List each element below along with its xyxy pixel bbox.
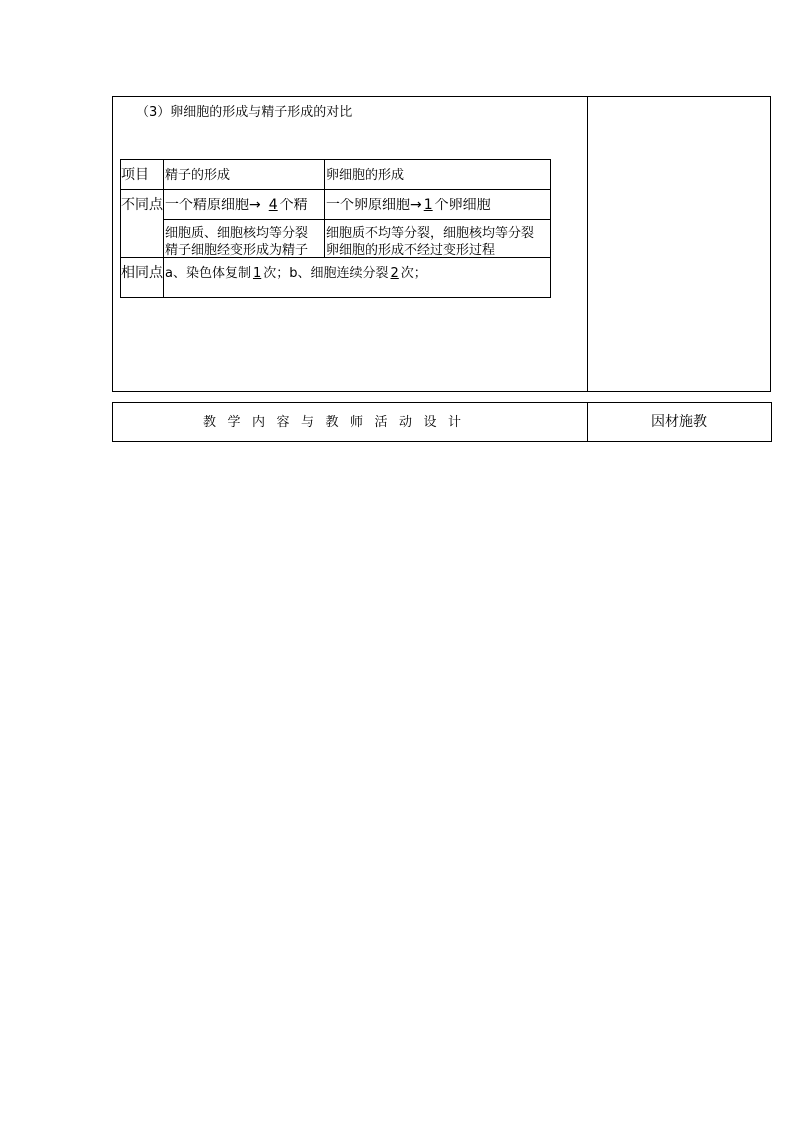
egg-diff-row1-suffix: 个卵细胞 xyxy=(434,198,491,213)
sperm-diff-row1-suffix: 个精 xyxy=(279,198,308,213)
section-heading: （3）卵细胞的形成与精子形成的对比 xyxy=(136,105,353,120)
egg-diff-row2: 细胞质不均等分裂，细胞核均等分裂 xyxy=(326,226,535,241)
replication-count: 1 xyxy=(252,266,262,281)
similarity-a: a、染色体复制 xyxy=(165,266,251,281)
egg-diff-row3: 卵细胞的形成不经过变形过程 xyxy=(326,243,496,257)
egg-diff-row1 xyxy=(326,198,550,213)
sperm-diff-detail xyxy=(165,225,323,257)
table-col-divider-1 xyxy=(163,159,164,298)
similarity-end: 次； xyxy=(400,266,427,281)
footer-main-title: 教学内容与教师活动设计 xyxy=(203,415,473,430)
differences-label: 不同点 xyxy=(121,197,163,213)
egg-diff-detail xyxy=(326,225,550,257)
table-row-divider-2 xyxy=(163,219,551,220)
egg-count: 1 xyxy=(423,198,433,213)
sperm-diff-row3: 精子细胞经变形成为精子 xyxy=(165,243,309,257)
side-column-divider xyxy=(587,96,588,392)
division-count: 2 xyxy=(390,266,399,281)
header-item: 项目 xyxy=(121,167,149,183)
egg-diff-row1-prefix: 一个卵原细胞→ xyxy=(326,198,422,213)
footer-side-title: 因材施教 xyxy=(651,414,707,430)
sperm-diff-row1 xyxy=(165,198,324,213)
table-col-divider-2 xyxy=(324,159,325,257)
sperm-count: 4 xyxy=(268,198,278,213)
header-egg: 卵细胞的形成 xyxy=(326,168,405,183)
table-row-divider-1 xyxy=(120,189,551,190)
table-row-divider-3 xyxy=(120,257,551,258)
header-sperm: 精子的形成 xyxy=(165,168,231,183)
similarities-label: 相同点 xyxy=(121,265,163,281)
similarity-b: 次；b、细胞连续分裂 xyxy=(263,266,389,281)
footer-divider xyxy=(587,402,588,442)
sperm-diff-row2: 细胞质、细胞核均等分裂 xyxy=(165,226,309,241)
sperm-diff-row1-prefix: 一个精原细胞→ xyxy=(165,198,261,213)
similarities-text xyxy=(165,266,427,281)
